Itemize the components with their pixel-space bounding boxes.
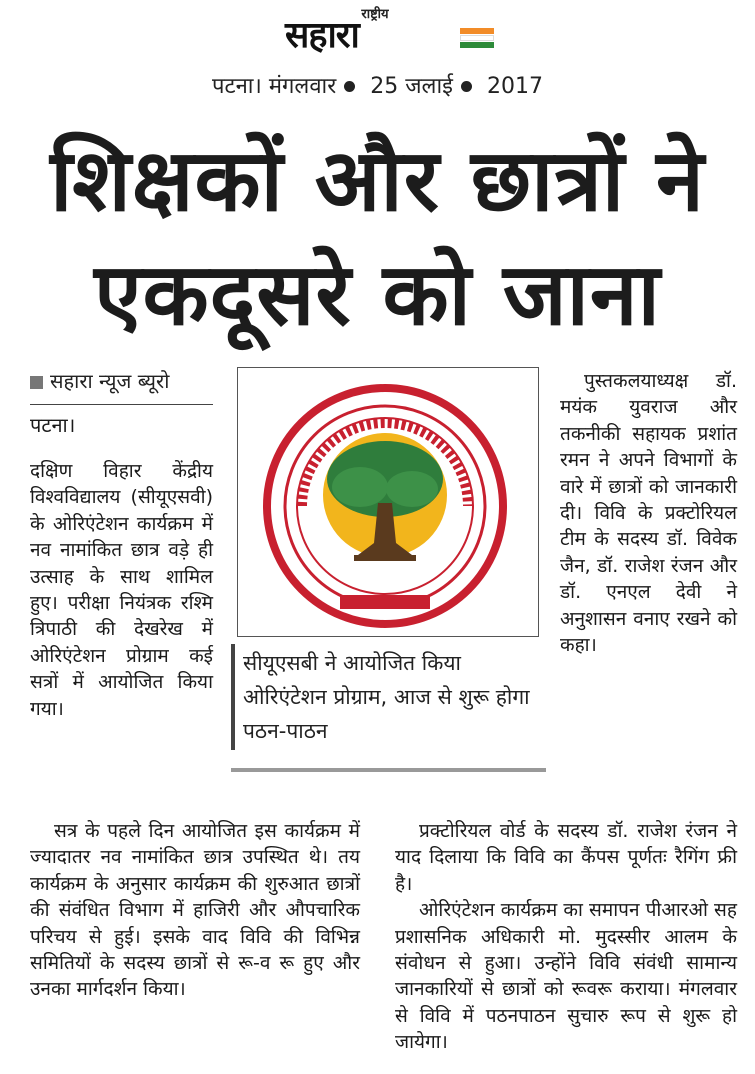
quote-divider — [231, 768, 546, 772]
article-paragraph: पुस्तकलयाध्यक्ष डॉ. मयंक युवराज और तकनीकी सहायक प्रशांत रमन ने अपने विभागों के वारे में छात्रों को जानकारी दी। विवि के प्रक्टोरियल टीम के सदस्य डॉ. विवेक जैन, डॉ. राजेश रंजन और डॉ. एनएल देवी ने अनुशासन वनाए रखने को कहा। — [560, 370, 737, 657]
dateline-date: 25 जलाई — [370, 74, 453, 99]
flag-icon — [460, 28, 494, 50]
headline-line-1: शिक्षकों और छात्रों ने — [50, 131, 705, 231]
article-paragraph: दक्षिण विहार केंद्रीय विश्वविद्यालय (सीयूएसवी) के ओरिएंटेशन कार्यक्रम में नव नामांकित छात्र वड़े ही उत्साह के साथ शामिल हुए। परीक्षा नियंत्रक रश्मि त्रिपाठी की देखरेख में ओरिएंटेशन प्रोग्राम कई सत्रों में आयोजित किया गया। — [30, 460, 213, 720]
bullet-icon — [344, 81, 355, 92]
article-column-3b — [395, 818, 737, 1056]
pull-quote: सीयूएसबी ने आयोजित किया ओरिएंटेशन प्रोग्राम, आज से शुरू होगा पठन-पाठन — [243, 651, 530, 743]
article-paragraph: ओरिएंटेशन कार्यक्रम का समापन पीआरओ सह प्रशासनिक अधिकारी मो. मुदस्सीर आलम के संवोधन से हुआ। उन्होंने विवि संवंधी सामान्य जानकारियों से छात्रों को रूवरू कराया। मंगलवार से विवि में पठनपाठन सुचारु रूप से शुरू हो जायेगा। — [395, 899, 737, 1054]
dateline-city: पटना। — [212, 74, 262, 99]
quote-bar — [231, 644, 235, 750]
byline-agency: सहारा न्यूज ब्यूरो — [50, 369, 170, 393]
dateline-year: 2017 — [486, 74, 543, 99]
article-column-1b — [30, 818, 360, 1003]
byline-square-icon — [30, 376, 43, 389]
masthead-top-word: राष्ट्रीय — [361, 7, 389, 22]
divider — [30, 404, 213, 405]
headline-line-2: एकदूसरे को जाना — [94, 245, 661, 345]
bullet-icon — [461, 81, 472, 92]
byline-city: पटना। — [30, 413, 76, 437]
dateline — [0, 72, 755, 102]
article-column-1a — [30, 458, 213, 722]
dateline-day: मंगलवार — [268, 74, 337, 99]
university-logo-icon — [262, 383, 508, 629]
article-column-3a — [560, 368, 737, 658]
article-paragraph: सत्र के पहले दिन आयोजित इस कार्यक्रम में ज्यादातर नव नामांकित छात्र उपस्थित थे। तय कार्यक्रम के अनुसार कार्यक्रम की शुरुआत छात्रों की संवंधित विभाग में हाजिरी और औपचारिक परिचय से हुई। इसके वाद विवि की विभिन्न समितियों के सदस्य छात्रों से रू-व रू हुए और उनका मार्गदर्शन किया। — [30, 820, 360, 1001]
masthead-name: सहारा — [285, 15, 359, 56]
article-paragraph: प्रक्टोरियल वोर्ड के सदस्य डॉ. राजेश रंजन ने याद दिलाया कि विवि का कैंपस पूर्णतः रैगिंग फ्री है। — [395, 820, 737, 895]
